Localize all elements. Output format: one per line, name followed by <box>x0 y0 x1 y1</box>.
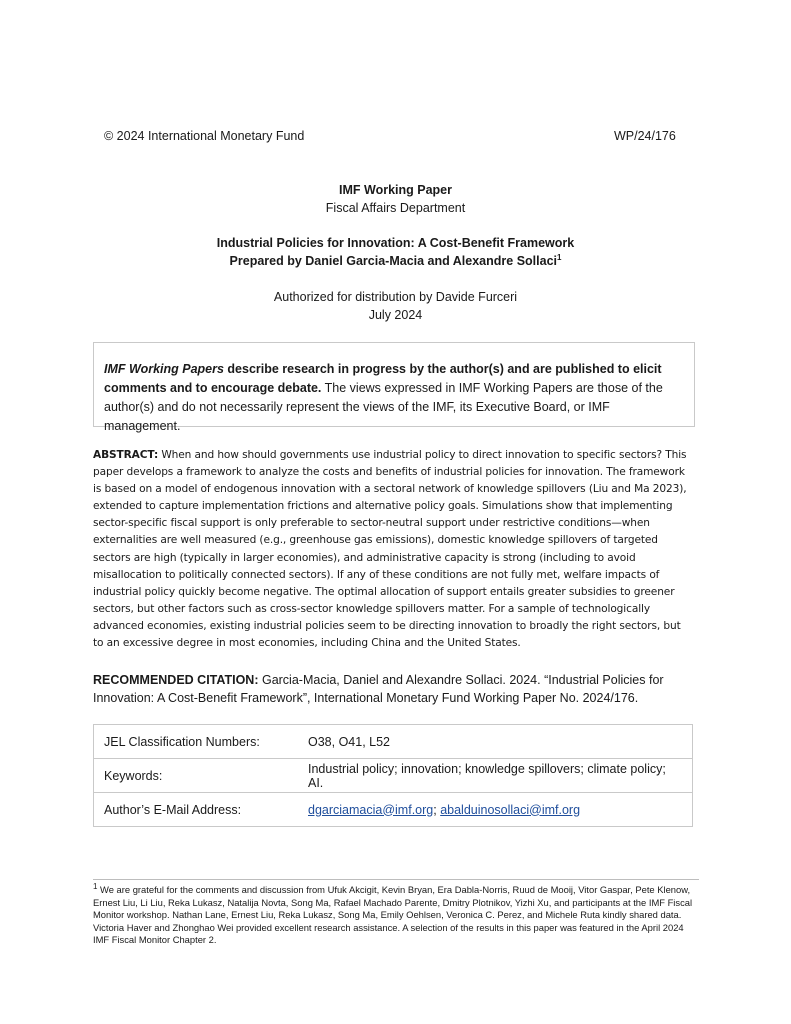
email-cell <box>298 793 693 827</box>
table-row-email <box>94 793 693 827</box>
footnote-mark: 1 <box>93 881 98 891</box>
email-link-garcia-macia[interactable]: dgarciamacia@imf.org <box>308 802 434 817</box>
abstract-label: ABSTRACT: <box>93 449 159 461</box>
recommended-citation <box>93 671 693 707</box>
abstract <box>93 447 693 652</box>
department: Fiscal Affairs Department <box>325 201 466 215</box>
paper-date: July 2024 <box>368 308 423 322</box>
authorized-by: Authorized for distribution by Davide Furceri <box>273 290 518 304</box>
abstract-text: When and how should governments use industrial policy to direct innovation to specific sectors? This paper develops a framework to analyze the costs and benefits of industrial policies for innovation. The framework is based on a model of endogenous innovation with a sectoral network of knowledge spillovers (Liu and Ma 2023), extended to capture implementation frictions and alternative policy goals. Simulations show that implementing sector-specific fiscal support is only preferable to sector-neutral support under restrictive conditions—when externalities are well measured (e.g., greenhouse gas emissions), domestic knowledge spillovers of targeted sectors are high (typically in larger economies), and administrative capacity is strong (including to avoid misallocation to politically connected sectors). If any of these conditions are not fully met, welfare impacts of industrial policy quickly become negative. The optimal allocation of support entails greater subsidies to greener sectors, but other factors such as cross-sector knowledge spillovers matter. For a sample of technologically advanced economies, existing industrial policies seem to be directing innovation to broadly the right sectors, but to an excessive degree in most economies, including China and the United States. <box>93 449 687 650</box>
table-row-keywords <box>94 759 693 793</box>
email-link-sollaci[interactable]: abalduinosollaci@imf.org <box>440 802 581 817</box>
paper-title: Industrial Policies for Innovation: A Cost-Benefit Framework <box>216 236 575 250</box>
disclaimer-plain: The views expressed in IMF Working Papers are those of the author(s) and do not necessarily represent the views of the IMF, its Executive Board, or IMF management. <box>104 381 663 433</box>
keywords-label: Keywords: <box>94 759 299 793</box>
disclaimer-bold: describe research in progress by the author(s) and are published to elicit comments and to encourage debate. <box>104 362 662 395</box>
email-label: Author’s E-Mail Address: <box>94 793 299 827</box>
table-row-jel <box>94 725 693 759</box>
copyright-notice: © 2024 International Monetary Fund <box>104 129 305 143</box>
email-separator: ; <box>433 802 441 817</box>
authors-line <box>0 252 791 270</box>
authors-footnote-mark: 1 <box>557 252 562 262</box>
footnote-text: We are grateful for the comments and discussion from Ufuk Akcigit, Kevin Bryan, Era Dabla-Norris, Ruud de Mooij, Vitor Gaspar, Pete Klenow, Ernest Liu, Li Liu, Reka Lukasz, Natalija Novta, Song Ma, Rafael Machado Parente, Dmitry Plotnikov, Yizhi Xu, and participants at the IMF Fiscal Monitor workshop. Nathan Lane, Ernest Liu, Reka Lukasz, Song Ma, Emily Oehlsen, Veronica C. Perez, and Michele Ruta kindly shared data. Victoria Haver and Zhonghao Wei provided excellent research assistance. A selection of the results in this paper was featured in the April 2024 IMF Fiscal Monitor Chapter 2. <box>93 884 693 946</box>
disclaimer-box <box>93 342 695 433</box>
paper-number: WP/24/176 <box>614 129 676 143</box>
disclaimer-lead: IMF Working Papers <box>104 362 224 376</box>
keywords-value: Industrial policy; innovation; knowledge spillovers; climate policy; AI. <box>298 759 693 793</box>
series-title: IMF Working Paper <box>339 183 452 197</box>
jel-label: JEL Classification Numbers: <box>94 725 299 759</box>
footnote <box>93 881 701 947</box>
jel-value: O38, O41, L52 <box>298 725 693 759</box>
citation-text: Garcia-Macia, Daniel and Alexandre Sollaci. 2024. “Industrial Policies for Innovation: A Cost-Benefit Framework”, International Monetary Fund Working Paper No. 2024/176. <box>93 673 664 705</box>
footnote-divider <box>93 879 699 880</box>
citation-label: RECOMMENDED CITATION: <box>93 673 259 687</box>
metadata-table <box>93 724 693 827</box>
authors-text: Prepared by Daniel Garcia-Macia and Alexandre Sollaci <box>229 254 557 268</box>
